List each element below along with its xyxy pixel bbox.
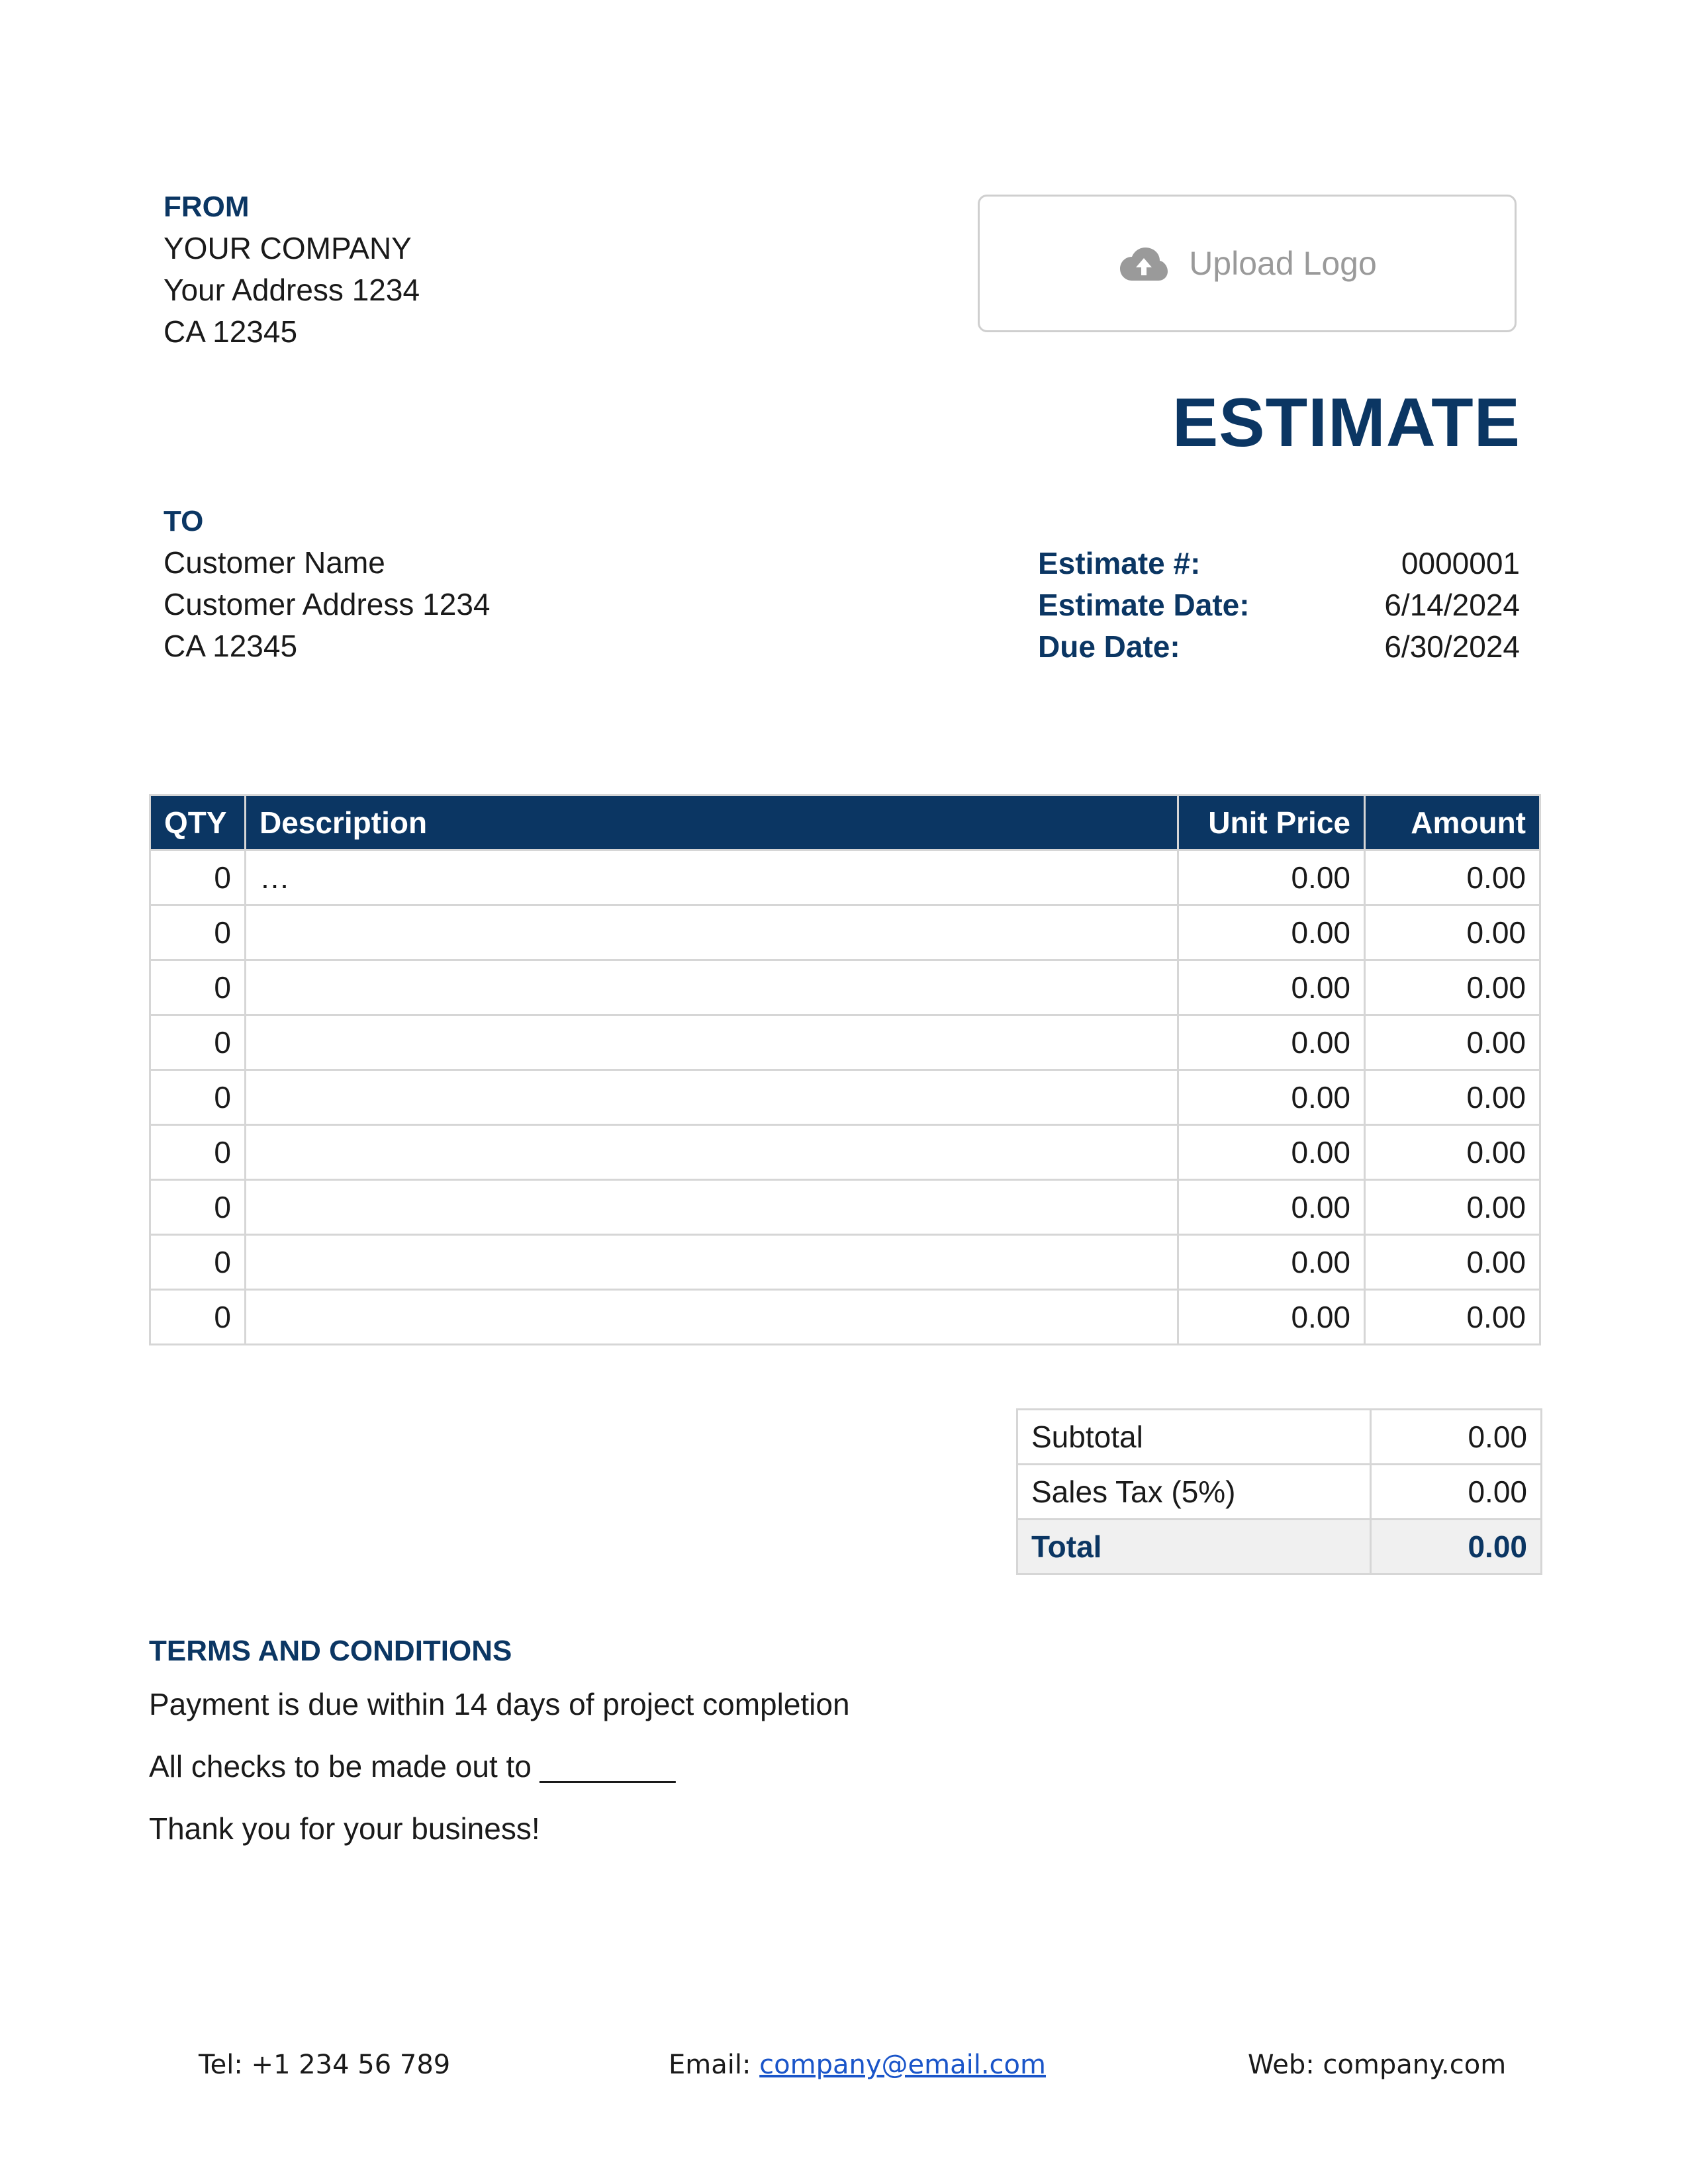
unit-price-cell[interactable]: 0.00 — [1178, 1290, 1365, 1345]
qty-cell[interactable]: 0 — [150, 905, 246, 960]
estimate-date-label: Estimate Date: — [1038, 588, 1250, 622]
qty-header: QTY — [150, 796, 246, 850]
due-date-label: Due Date: — [1038, 629, 1180, 664]
table-row — [150, 850, 1540, 905]
email-link[interactable]: company@email.com — [759, 2050, 1046, 2080]
customer-address[interactable]: Customer Address 1234 — [164, 587, 491, 621]
from-address[interactable]: Your Address 1234 — [164, 273, 420, 307]
terms-line[interactable]: Payment is due within 14 days of project completion — [149, 1687, 850, 1721]
table-row — [150, 1070, 1540, 1125]
terms-heading: TERMS AND CONDITIONS — [149, 1635, 512, 1667]
subtotal-row — [1017, 1410, 1542, 1465]
qty-cell[interactable]: 0 — [150, 1125, 246, 1180]
qty-cell[interactable]: 0 — [150, 850, 246, 905]
customer-city[interactable]: CA 12345 — [164, 629, 298, 663]
from-city[interactable]: CA 12345 — [164, 314, 298, 349]
unit-price-cell[interactable]: 0.00 — [1178, 1015, 1365, 1070]
description-cell[interactable] — [246, 1015, 1178, 1070]
line-items-table — [149, 794, 1541, 1345]
unit-price-cell[interactable]: 0.00 — [1178, 1180, 1365, 1235]
due-date-value[interactable]: 6/30/2024 — [1384, 629, 1520, 664]
estimate-number-row — [1038, 543, 1520, 584]
table-row — [150, 1180, 1540, 1235]
description-cell[interactable] — [246, 905, 1178, 960]
amount-cell: 0.00 — [1365, 1070, 1540, 1125]
amount-header: Amount — [1365, 796, 1540, 850]
terms-line[interactable]: Thank you for your business! — [149, 1811, 540, 1846]
amount-cell: 0.00 — [1365, 1290, 1540, 1345]
tax-value: 0.00 — [1371, 1465, 1542, 1520]
footer-tel: Tel: +1 234 56 789 — [199, 2050, 451, 2080]
terms-section — [149, 1635, 850, 1873]
terms-line[interactable]: All checks to be made out to ________ — [149, 1749, 676, 1784]
from-label: FROM — [164, 191, 250, 223]
estimate-number-label: Estimate #: — [1038, 546, 1201, 580]
cloud-upload-icon — [1117, 245, 1170, 282]
upload-logo-label: Upload Logo — [1189, 245, 1377, 282]
table-row — [150, 1290, 1540, 1345]
qty-cell[interactable]: 0 — [150, 960, 246, 1015]
subtotal-label: Subtotal — [1017, 1410, 1371, 1465]
table-row — [150, 905, 1540, 960]
subtotal-value: 0.00 — [1371, 1410, 1542, 1465]
description-cell[interactable] — [246, 1070, 1178, 1125]
estimate-number-value[interactable]: 0000001 — [1401, 546, 1520, 580]
unit-price-cell[interactable]: 0.00 — [1178, 1125, 1365, 1180]
description-header: Description — [246, 796, 1178, 850]
table-row — [150, 1125, 1540, 1180]
unit-price-cell[interactable]: 0.00 — [1178, 1235, 1365, 1290]
due-date-row — [1038, 626, 1520, 668]
estimate-meta — [1038, 543, 1520, 668]
estimate-date-row — [1038, 584, 1520, 626]
description-cell[interactable] — [246, 1235, 1178, 1290]
customer-name[interactable]: Customer Name — [164, 545, 385, 580]
to-block — [164, 501, 491, 667]
amount-cell: 0.00 — [1365, 1180, 1540, 1235]
footer-web: Web: company.com — [1248, 2050, 1507, 2080]
total-label: Total — [1017, 1520, 1371, 1574]
amount-cell: 0.00 — [1365, 1125, 1540, 1180]
tax-label: Sales Tax (5%) — [1017, 1465, 1371, 1520]
footer-email — [669, 2050, 1046, 2080]
unit-price-cell[interactable]: 0.00 — [1178, 905, 1365, 960]
unit-price-header: Unit Price — [1178, 796, 1365, 850]
qty-cell[interactable]: 0 — [150, 1180, 246, 1235]
totals-table — [1016, 1408, 1542, 1575]
table-row — [150, 960, 1540, 1015]
unit-price-cell[interactable]: 0.00 — [1178, 1070, 1365, 1125]
estimate-date-value[interactable]: 6/14/2024 — [1384, 588, 1520, 622]
unit-price-cell[interactable]: 0.00 — [1178, 850, 1365, 905]
amount-cell: 0.00 — [1365, 850, 1540, 905]
document-title: ESTIMATE — [1172, 385, 1521, 461]
total-value: 0.00 — [1371, 1520, 1542, 1574]
qty-cell[interactable]: 0 — [150, 1290, 246, 1345]
description-cell[interactable]: … — [246, 850, 1178, 905]
qty-cell[interactable]: 0 — [150, 1235, 246, 1290]
description-cell[interactable] — [246, 1125, 1178, 1180]
from-company[interactable]: YOUR COMPANY — [164, 231, 412, 265]
description-cell[interactable] — [246, 1180, 1178, 1235]
amount-cell: 0.00 — [1365, 905, 1540, 960]
description-cell[interactable] — [246, 960, 1178, 1015]
qty-cell[interactable]: 0 — [150, 1015, 246, 1070]
table-row — [150, 1015, 1540, 1070]
upload-logo-button[interactable] — [978, 195, 1517, 332]
total-row — [1017, 1520, 1542, 1574]
from-block — [164, 187, 420, 353]
table-header-row — [150, 796, 1540, 850]
tax-row — [1017, 1465, 1542, 1520]
footer-email-label: Email: — [669, 2050, 760, 2080]
unit-price-cell[interactable]: 0.00 — [1178, 960, 1365, 1015]
description-cell[interactable] — [246, 1290, 1178, 1345]
qty-cell[interactable]: 0 — [150, 1070, 246, 1125]
amount-cell: 0.00 — [1365, 1015, 1540, 1070]
amount-cell: 0.00 — [1365, 1235, 1540, 1290]
to-label: TO — [164, 505, 204, 537]
amount-cell: 0.00 — [1365, 960, 1540, 1015]
table-row — [150, 1235, 1540, 1290]
